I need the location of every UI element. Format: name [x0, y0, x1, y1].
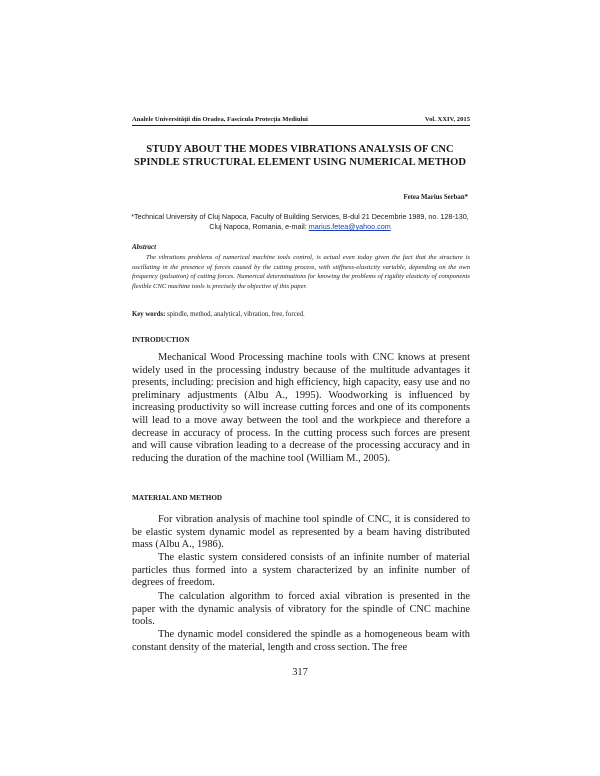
- keywords: [132, 311, 470, 318]
- journal-volume: Vol. XXIV, 2015: [424, 116, 470, 123]
- introduction-heading: INTRODUCTION: [132, 336, 190, 344]
- author-name: Fetea Marius Serban*: [403, 194, 468, 201]
- keywords-text: spindle, method, analytical, vibration, free, forced.: [165, 311, 305, 318]
- material-paragraph-3: The calculation algorithm to forced axial vibration is presented in the paper with the dynamic analysis of vibratory for the spindle of CNC machine tools.: [132, 591, 470, 628]
- affiliation-text: *Technical University of Cluj Napoca, Faculty of Building Services, B-dul 21 Decembrie 1989, no. 128-130, Cluj Napoca, Romania, e-mail:: [131, 212, 469, 231]
- page-number: 317: [292, 667, 308, 678]
- paper-title: STUDY ABOUT THE MODES VIBRATIONS ANALYSIS OF CNC SPINDLE STRUCTURAL ELEMENT USING NUMERICAL METHOD: [133, 144, 467, 168]
- introduction-paragraph: Mechanical Wood Processing machine tools with CNC knows at present widely used in the processing industry because of the multitude advantages it presents, including: precision and high efficiency, high capacity, easy use and no preliminary adjustments (Albu A., 1995). Woodworking is influenced by increasing productivity so will increase cutting forces and one of its components will lead to a move away between the tool and the workpiece and therefore a decrease in accuracy of process. In the cutting process such forces are present and will cause vibration leading to a decrease of the processing accuracy and in reducing the duration of the machine tool (William M., 2005).: [132, 352, 470, 464]
- running-header: [132, 116, 470, 126]
- material-method-heading: MATERIAL AND METHOD: [132, 494, 223, 502]
- material-paragraph-1: For vibration analysis of machine tool spindle of CNC, it is considered to be elastic system dynamic model as represented by a beam having distributed mass (Albu A., 1986).: [132, 514, 470, 551]
- material-paragraph-4: The dynamic model considered the spindle as a homogeneous beam with constant density of the material, length and cross section. The free: [132, 629, 470, 653]
- author-email-link[interactable]: marius.fetea@yahoo.com: [308, 222, 391, 231]
- abstract-text: The vibrations problems of numerical machine tools control, is actual even today given the fact that the structure is oscillating in the presence of forces caused by the cutting process, with stiffness-elasticity variable, depending on the own frequency (pulsation) of cutting forces. Numerical determinations for knowing the problems of rigidity elasticity of components flexible CNC machine tools is precisely the objective of this paper.: [132, 254, 470, 290]
- abstract-heading: Abstract: [132, 243, 157, 251]
- keywords-label: Key words:: [132, 311, 166, 318]
- author-affiliation: [130, 212, 470, 232]
- material-paragraph-2: The elastic system considered consists of an infinite number of material particles thus formed into a system characterized by an infinite number of degrees of freedom.: [132, 552, 470, 589]
- journal-name: Analele Universităţii din Oradea, Fascicula Protecţia Mediului: [132, 116, 308, 123]
